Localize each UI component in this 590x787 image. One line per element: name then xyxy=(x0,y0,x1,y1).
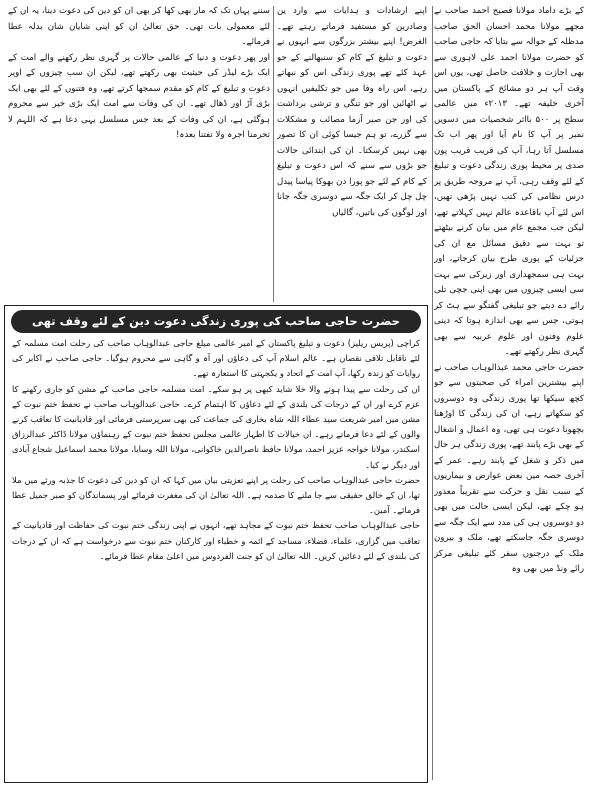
paragraph: ان کی رحلت سے پیدا ہونے والا خلا شاید کبھی پر ہو سکے۔ امت مسلمہ حاجی صاحب کے مشن کو جاری رکھنے کا عزم کرے اور ان کے درجات کی بلندی کے لئے دعاؤں کا اہتمام کرے۔ حاجی عبدالوہاب صاحب نے تحفظ ختم نبوت کے مشن میں امیر شریعت سید عطاء اللہ شاہ بخاری کی جماعت کی بھی سرپرستی فرمائی اور قادیانیت کا تعاقب کرنے والوں کے لئے دعا فرماتے رہے۔ ان خیالات کا اظہار عالمی مجلس تحفظ ختم نبوت کے رہنماؤں مولانا ڈاکٹر عبدالرزاق اسکندر، مولانا خواجہ عزیز احمد، مولانا حافظ ناصرالدین خاکوانی، مولانا اللہ وسایا، مولانا محمد اسماعیل شجاع آبادی اور دیگر نے کیا۔ xyxy=(12,383,420,470)
column-divider xyxy=(432,6,433,780)
paragraph: کراچی (پریس ریلیز) دعوت و تبلیغ پاکستان کے امیر عالمی مبلغ حاجی عبدالوہاب صاحب کی رحلت امت مسلمہ کے لئے ناقابل تلافی نقصان ہے۔ عالم اسلام آپ کی دعاؤں اور آہ و گاہی سے محروم ہوگیا۔ حاجی صاحب نے اکابر کی روایات کو زندہ رکھا، آپ امت کے اتحاد و یکجہتی کا استعارہ تھے۔ xyxy=(12,338,420,379)
paragraph: سننے پہاں تک کہ مار بھی کھا کر بھی ان کو دین کی دعوت دینا، یہ ان کے لئے معمولی بات تھی۔ حق تعالیٰ ان کو اپنی شایان شان بدلہ عطا فرمائے۔ xyxy=(8,6,270,47)
paragraph: حضرت حاجی عبدالوہاب صاحب کی رحلت پر اپنے تعزیتی بیان میں کہا کہ ان کو دین کی دعوت کا جذبہ ورثے میں ملا تھا، ان کے خالق حقیقی سے جا ملنے کا صدمہ ہے۔ اللہ تعالیٰ ان کی مغفرت فرمائے اور پسماندگان کو صبر جمیل عطا فرمائے۔ آمین۔ xyxy=(12,474,420,516)
column-divider xyxy=(273,6,274,302)
paragraph: حاجی عبدالوہاب صاحب تحفظ ختم نبوت کے مجاہد تھے، انہوں نے اپنی زندگی ختم نبوت کی حفاظت اور قادیانیت کے تعاقب میں گزاری، علماء، فضلاء، مساجد کے ائمہ و خطباء اور کارکنان ختم نبوت سے درخواست ہے کہ ان کے درجات کی بلندی کے لئے دعائیں کریں۔ اللہ تعالیٰ ان کو جنت الفردوس میں اعلیٰ مقام عطا فرمائے۔ xyxy=(12,520,420,561)
news-box-body xyxy=(5,336,427,564)
paragraph: اپنے ارشادات و ہدایات سے وارد ین وصادرین کو مستفید فرماتے رہتے تھے۔ الغرض! اپنے بیشتر بزرگوں سے انہوں نے دعوت و تبلیغ کے کام کو سنبھالنے کے جو عہد کئے تھے پوری زندگی اس کو نبھاتے رہے، اس راہ وفا میں جو تکلیفیں انہوں نے اٹھائیں اور جو تنگی و ترشی برداشت کی اور جن صبر آزما مصائب و مشکلات سے گزرے، تو ہم جیسا کوئی ان کا تصور بھی نہیں کرسکتا۔ ان کی ابتدائی حالات جو بڑوں سے سنے کہ اس دعوت و تبلیغ کے کام کے لئے جو پورا دن بھوکا پیاسا پیدل چل چل کر ایک جگہ سے دوسری جگہ جانا اور لوگوں کی باتیں، گالیاں xyxy=(277,6,427,218)
article-column-right xyxy=(434,4,584,782)
news-box-headline: حضرت حاجی صاحب کی پوری زندگی دعوت دین کے لئے وقف تھی xyxy=(11,310,421,333)
paragraph: کے بڑے داماد مولانا فصیح احمد صاحب نے مجھے مولانا محمد احسان الحق صاحب مدظلہ کے حوالہ سے بتایا کہ حاجی صاحب کو حضرت مولانا احمد علی لاہوری سے بھی اجازت و خلافت حاصل تھی، یوں اس وقت آپ ہر دو مشائخ کے پاکستان میں آخری خلیفہ تھے۔ ۲۰۱۳ء میں عالمی سطح پر ۵۰۰ بااثر شخصیات میں دسویں نمبر پر آپ کا نام آیا اور پھر اب تک مسلسل آتا رہا، آپ کی قریب قریب پون صدی پر محیط پوری زندگی دعوت و تبلیغ کے لئے وقف رہی، آپ نے مروجہ طریق پر درس نظامی کی کتب نہیں پڑھی تھیں، اس لئے آپ باقاعدہ عالم نہیں کہلاتے تھے، لیکن جب مجمع عام میں بیان کرنے بیٹھتے تو بہت سے دقیق مسائل مع ان کی جزئیات کے پوری طرح بیان کرجاتے، اور بہت ہی سمجھداری اور زیرکی سے بہت سی ایسی چیزوں میں بھی اپنی جچی تلی رائے دے دیتے جو تبلیغی گفتگو سے ہٹ کر ہوتی، جس سے بھی اندازہ ہوتا کہ دینی علوم وفنون اور علوم عربیہ سے بھی گہری نظر رکھتے تھے۔ xyxy=(434,6,584,357)
article-column-left xyxy=(8,4,270,304)
paragraph: حضرت حاجی محمد عبدالوہاب صاحب نے اپنے بیشترین امراء کی صحبتوں سے جو کچھ سیکھا تھا پوری زندگی وہ دوسروں کو سکھاتے رہے، ان کی زندگی کا اوڑھنا بچھونا دعوت ہی تھی، وہ اعمال و اشغال کے بھی بڑے پابند تھے، پوری زندگی ہر حال میں ذکر و شغل کے پابند رہے۔ عمر کے آخری حصہ میں بعض عوارض و بیماریوں کے سبب نقل و حرکت سے تقریباً معذور ہو چکے تھے، لیکن ایسی حالت میں بھی دو دوسروں ہی کی مدد سے ایک جگہ سے دوسری جگہ جاسکتے تھے، ملک و بیرون ملک کے درجنوں سفر کئے تبلیغی مرکز رائے ونڈ میں بھی وہ xyxy=(434,362,584,574)
article-column-middle xyxy=(277,4,427,304)
paragraph: اور پھر دعوت و دنیا کے عالمی حالات پر گہری نظر رکھنے والے امت کے ایک بڑے لیڈر کی حیثیت بھی رکھتے تھے، لیکن ان سب چیزوں کے اوپر دعوت و تبلیغ کے کام کو مقدم سمجھا کرتے تھے، وہ فتنوں کے لئے بھی ایک بڑی آڑ اور ڈھال تھے۔ ان کی وفات سے امت ایک بڑی خیر سے محروم ہوگئی ہے، ان کی وفات کے بعد جس مسلسل یہی دعا ہے کہ اللہم لا تحرمنا اجرہ ولا تفتنا بعدہ! xyxy=(8,52,270,140)
news-box xyxy=(4,305,428,783)
